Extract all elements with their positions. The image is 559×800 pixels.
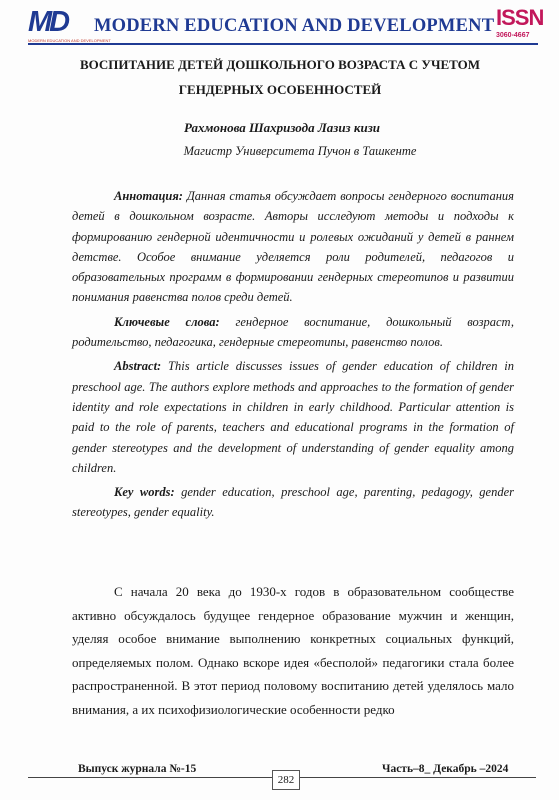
abstract-en-text: This article discusses issues of gender education of children in preschool age. The authors explore methods and approaches to the formation of gender identity and role expectations in children in early childhood. Particular attention is paid to the role of parents, teachers and educational programs in the formation of gender stereotypes and the development of understanding of gender equality among children. [72, 359, 514, 475]
author-affiliation: Магистр Университета Пучон в Ташкенте [183, 144, 417, 158]
logo-md-letters: MD [28, 6, 68, 38]
abstract-en-label: Abstract: [114, 359, 162, 374]
keywords-ru-paragraph [72, 312, 514, 353]
annotation-text: Данная статья обсуждает вопросы гендерного воспитания детей в дошкольном возрасте. Авторы исследуют методы и подходы к формированию гендерной идентичности и ролевых ожиданий у детей в раннем детстве. Особое внимание уделяется роли родителей, педагогов и образовательных программ в формировании гендерных стереотипов и развитии понимания равенства полов среди детей. [72, 189, 514, 305]
journal-logo [28, 6, 111, 43]
abstract-en-paragraph [72, 356, 514, 478]
keywords-ru-text: гендерное воспитание, дошкольный возраст, родительство, педагогика, гендерные стереотипы, равенство полов. [72, 314, 514, 350]
page-number: 282 [272, 770, 300, 790]
footer-issue: Выпуск журнала №-15 [78, 763, 197, 775]
article-title [40, 52, 520, 102]
annotation-label: Аннотация: [114, 189, 183, 203]
article-title-line-2: ГЕНДЕРНЫХ ОСОБЕННОСТЕЙ [178, 82, 382, 97]
keywords-en-text: gender education, preschool age, parenting, pedagogy, gender stereotypes, gender equality. [72, 485, 514, 520]
body-section [72, 580, 514, 721]
issn-number: 3060-4667 [496, 32, 530, 39]
issn-logo [496, 5, 544, 46]
header-divider [28, 43, 538, 45]
issn-logo-text: ISSN [496, 5, 544, 30]
author-name: Рахмонова Шахризода Лазиз кизи [184, 120, 380, 135]
keywords-en-label: Key words: [114, 485, 175, 500]
logo-tagline: MODERN EDUCATION AND DEVELOPMENT [28, 38, 111, 43]
journal-title: MODERN EDUCATION AND DEVELOPMENT [94, 16, 495, 36]
abstract-section [72, 186, 514, 527]
article-title-line-1: ВОСПИТАНИЕ ДЕТЕЙ ДОШКОЛЬНОГО ВОЗРАСТА С УЧЕТОМ [79, 57, 481, 72]
keywords-en-paragraph [72, 482, 514, 523]
footer-part-date: Часть–8_ Декабрь –2024 [382, 763, 509, 775]
keywords-ru-label: Ключевые слова: [114, 314, 220, 329]
body-paragraph: С начала 20 века до 1930-х годов в образовательном сообществе активно обсуждалось будущее гендерное образование мужчин и женщин, уделяя особое внимание выполнению конкретных социальных функций, определяемых полом. Однако вскоре идея «бесполой» педагогики стала более распространенной. В этот период половому воспитанию детей уделялось мало внимания, а их психофизиологические особенности редко [72, 584, 514, 717]
annotation-paragraph [72, 186, 514, 308]
